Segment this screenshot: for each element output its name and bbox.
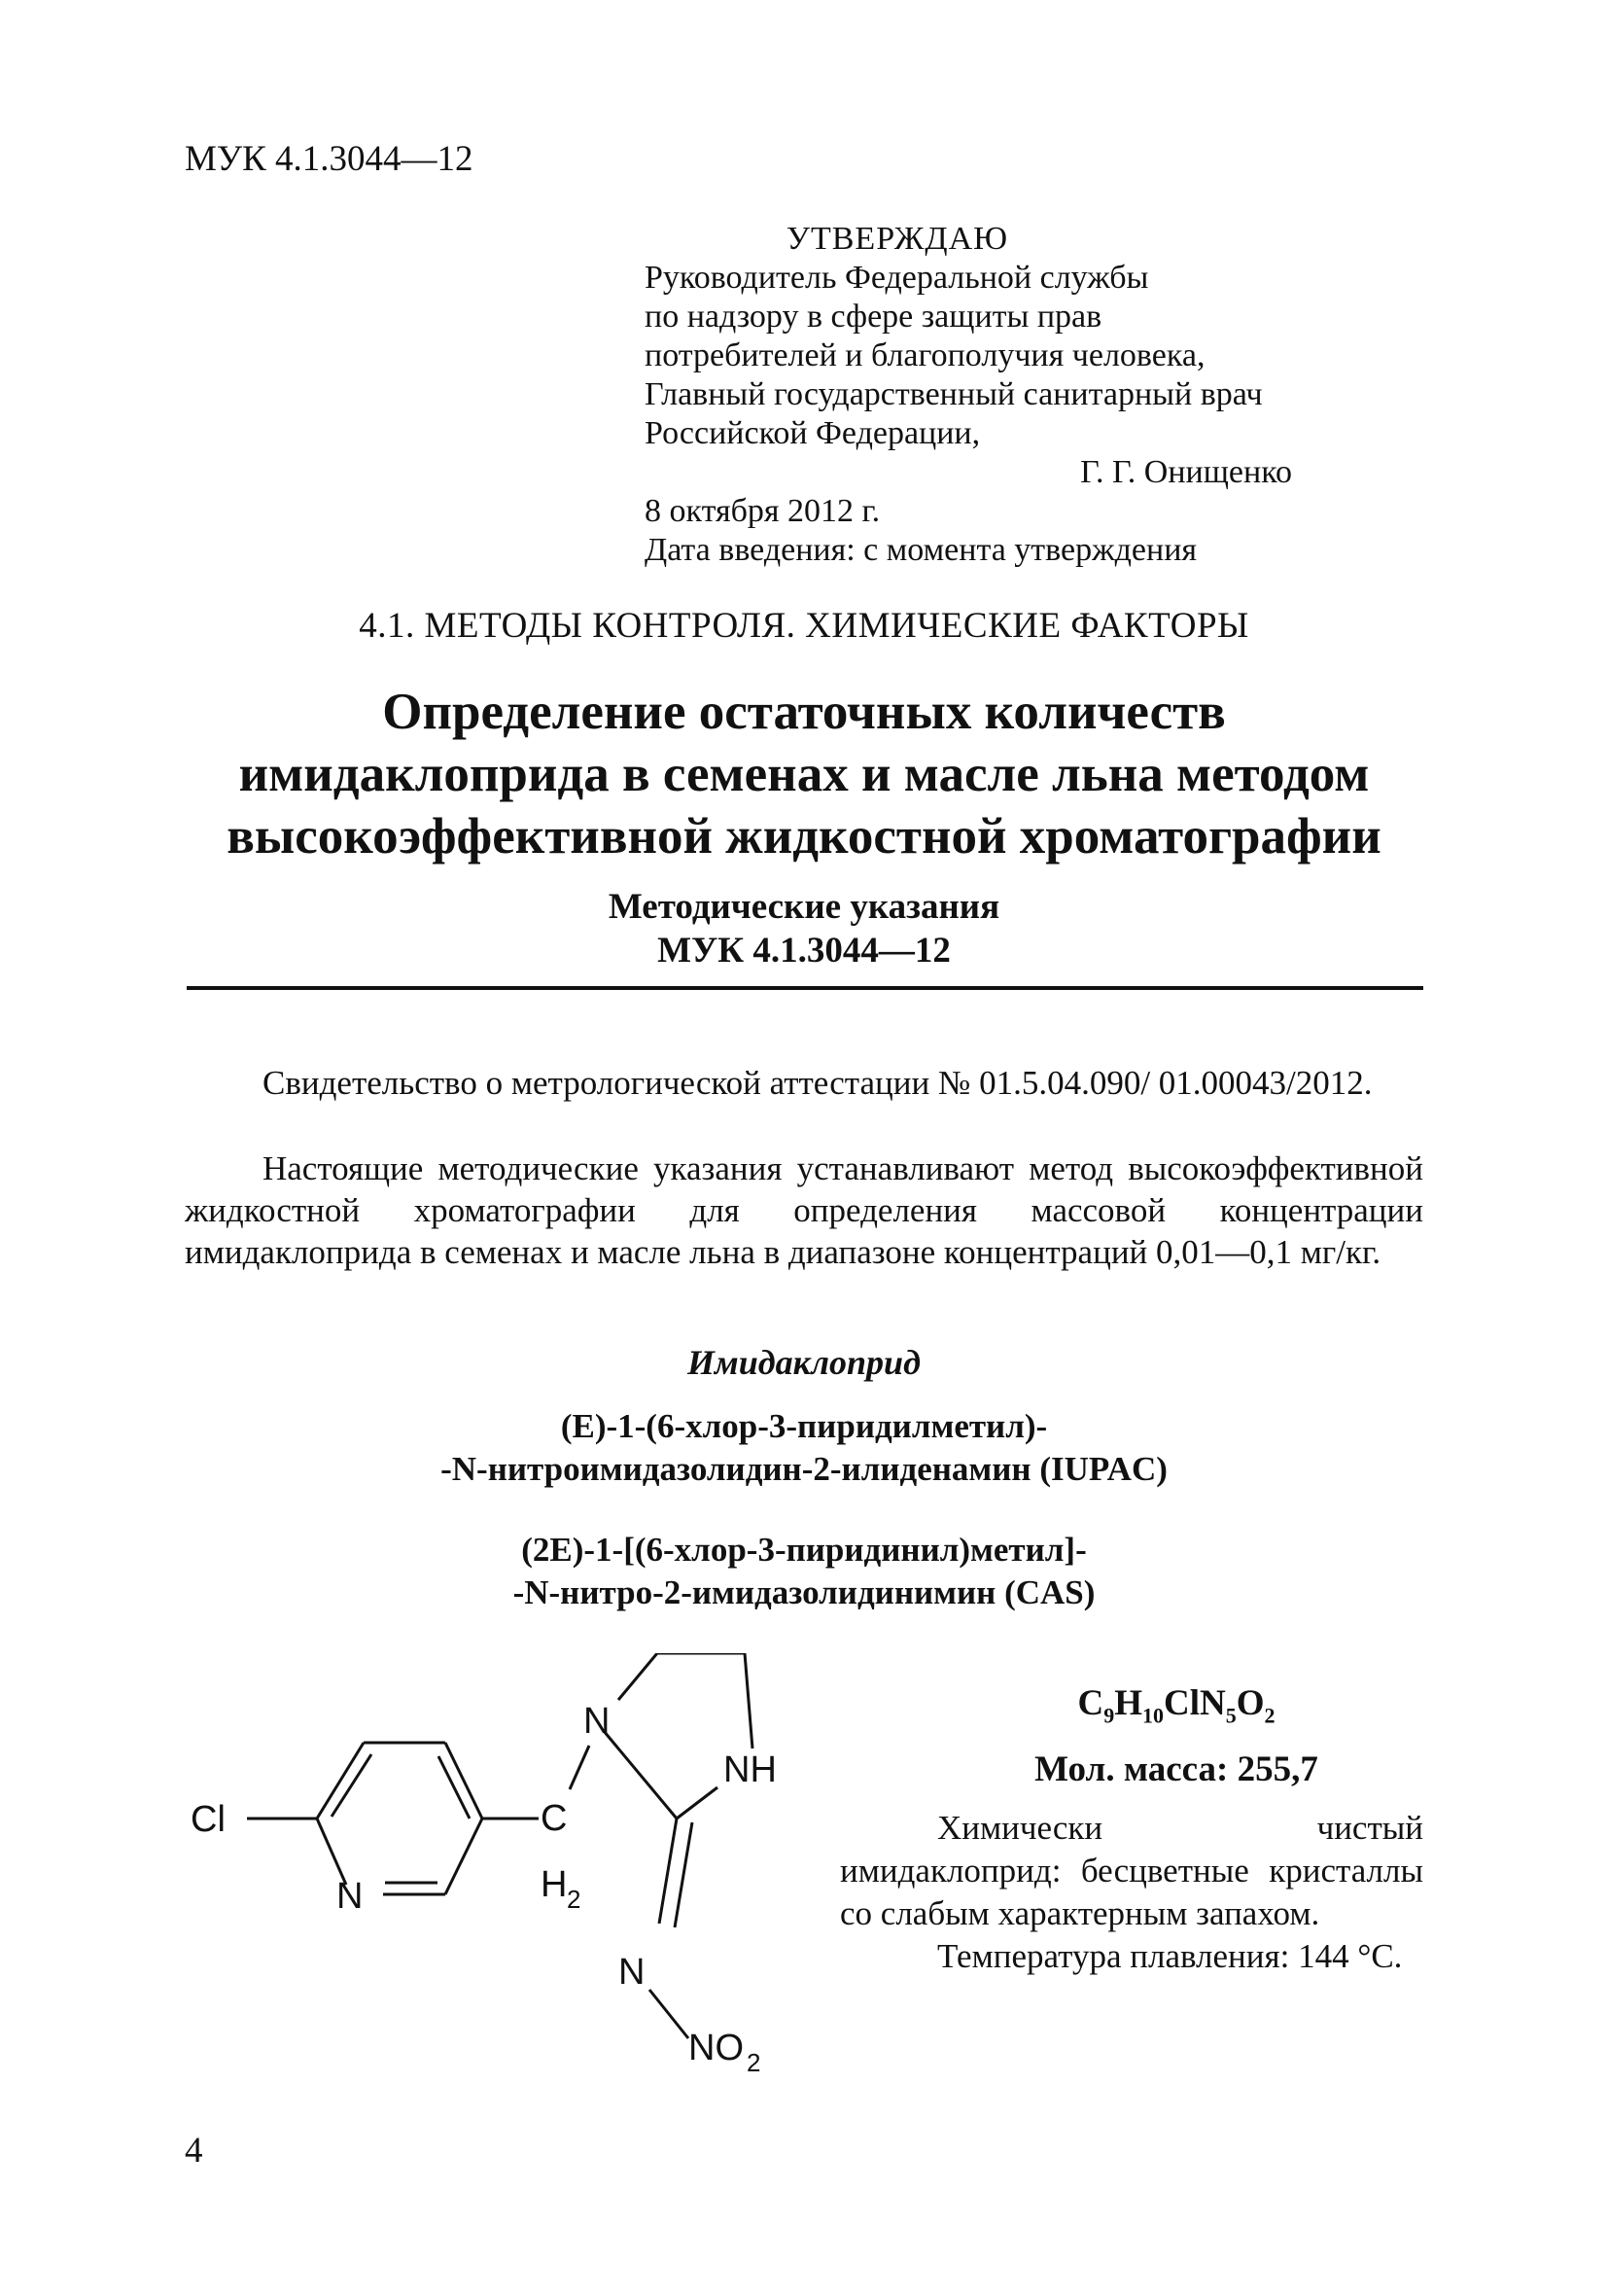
approval-heading: УТВЕРЖДАЮ bbox=[786, 221, 1009, 257]
imine-double-bond bbox=[675, 1822, 692, 1927]
scope-paragraph bbox=[185, 1148, 1423, 1273]
imidazolidine-bond bbox=[745, 1653, 752, 1748]
pyridine-nitrogen-label: N bbox=[336, 1876, 364, 1917]
certificate-paragraph bbox=[185, 1062, 1423, 1104]
molecular-mass: Мол. масса: 255,7 bbox=[1034, 1749, 1318, 1789]
formula-element: H bbox=[1114, 1683, 1142, 1723]
cas-name bbox=[0, 1529, 1608, 1614]
iupac-line: (E)-1-(6-хлор-3-пиридилметил)- bbox=[560, 1407, 1048, 1445]
approval-line: Российской Федерации, bbox=[645, 415, 981, 451]
nh-label: NH bbox=[723, 1749, 777, 1790]
title-line: Определение остаточных количеств bbox=[382, 684, 1226, 740]
subtitle-line: МУК 4.1.3044—12 bbox=[657, 931, 951, 971]
formula-subscript: 2 bbox=[1264, 1703, 1276, 1728]
hydrogen-label: H bbox=[541, 1864, 568, 1905]
ring-bond bbox=[317, 1819, 346, 1885]
chlorine-label: Cl bbox=[191, 1799, 226, 1840]
carbon-label: C bbox=[541, 1798, 568, 1839]
signatory-name: Г. Г. Онищенко bbox=[1080, 454, 1292, 490]
properties-block bbox=[840, 1807, 1423, 1978]
imidazolidine-bond bbox=[604, 1731, 677, 1819]
description-text: Химически чистый имидаклоприд: бесцветные кристаллы со слабым характерным запахом. bbox=[840, 1809, 1423, 1932]
ring-bond bbox=[317, 1743, 364, 1819]
formula-element: C bbox=[1077, 1683, 1104, 1723]
nitro-subscript: 2 bbox=[747, 2048, 761, 2077]
approval-line: по надзору в сфере защиты прав bbox=[645, 299, 1102, 335]
nitro-group-label: NO bbox=[688, 2028, 744, 2068]
effective-date: Дата введения: с момента утверждения bbox=[645, 532, 1198, 568]
document-subtitle bbox=[0, 885, 1608, 972]
imine-double-bond bbox=[659, 1819, 677, 1924]
approval-line: потребителей и благополучия человека, bbox=[645, 337, 1206, 373]
bonds bbox=[247, 1653, 752, 2038]
title-line: высокоэффективной жидкостной хроматографии bbox=[227, 808, 1381, 865]
paragraph-text: Свидетельство о метрологической аттестации № 01.5.04.090/ 01.00043/2012. bbox=[262, 1064, 1373, 1102]
molecular-formula bbox=[933, 1682, 1419, 1728]
substance-name: Имидаклоприд bbox=[687, 1343, 921, 1382]
title-line: имидаклоприда в семенах и масле льна методом bbox=[238, 746, 1370, 802]
approval-line: Главный государственный санитарный врач bbox=[645, 376, 1263, 412]
ring-bond bbox=[445, 1819, 482, 1894]
structural-formula bbox=[191, 1653, 822, 2081]
approval-block bbox=[645, 220, 1345, 570]
approval-line: Руководитель Федеральной службы bbox=[645, 260, 1149, 296]
formula-subscript: 10 bbox=[1142, 1703, 1164, 1728]
paragraph-text: Настоящие методические указания устанавливают метод высокоэффективной жидкостной хроматографии для определения массовой концентрации имидаклоприда в семенах и масле льна в диапазоне концентраций 0,01—0,1 мг/кг. bbox=[185, 1149, 1423, 1271]
horizontal-rule bbox=[187, 986, 1423, 990]
ring-nitrogen-label: N bbox=[583, 1701, 611, 1742]
section-heading: 4.1. МЕТОДЫ КОНТРОЛЯ. ХИМИЧЕСКИЕ ФАКТОРЫ bbox=[359, 606, 1249, 646]
cas-line: (2E)-1-[(6-хлор-3-пиридинил)метил]- bbox=[521, 1531, 1087, 1569]
cn-bond bbox=[570, 1746, 589, 1789]
formula-element: ClN bbox=[1164, 1683, 1226, 1723]
document-code: МУК 4.1.3044—12 bbox=[185, 139, 473, 179]
melting-point-text: Температура плавления: 144 °С. bbox=[937, 1937, 1403, 1975]
formula-subscript: 9 bbox=[1103, 1703, 1115, 1728]
iupac-name bbox=[0, 1405, 1608, 1491]
imidazolidine-bond bbox=[618, 1653, 657, 1700]
approval-date: 8 октября 2012 г. bbox=[645, 493, 881, 529]
document-title bbox=[0, 681, 1608, 867]
formula-subscript: 5 bbox=[1225, 1703, 1237, 1728]
ring-double-bond bbox=[438, 1756, 470, 1819]
hydrogen-subscript: 2 bbox=[567, 1885, 581, 1914]
page-number: 4 bbox=[185, 2131, 203, 2171]
imine-nitrogen-label: N bbox=[618, 1952, 646, 1993]
iupac-line: -N-нитроимидазолидин-2-илиденамин (IUPAC) bbox=[440, 1450, 1168, 1488]
imidazolidine-bond bbox=[677, 1787, 717, 1819]
n-no2-bond bbox=[649, 1990, 688, 2038]
subtitle-line: Методические указания bbox=[608, 887, 1000, 927]
formula-element: O bbox=[1236, 1683, 1265, 1723]
cas-line: -N-нитро-2-имидазолидинимин (CAS) bbox=[512, 1573, 1096, 1611]
